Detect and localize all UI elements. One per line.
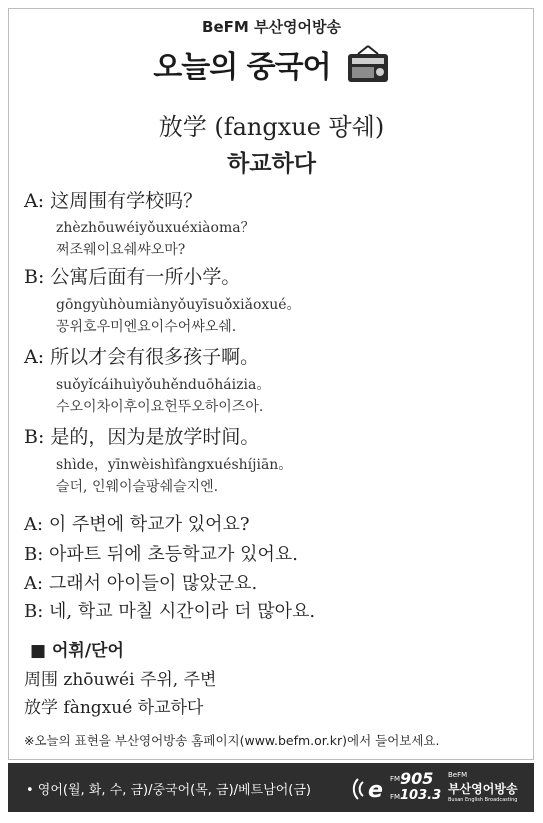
dialogue-pinyin-4: shìde，yīnwèishìfàngxuéshíjiān。	[56, 457, 293, 473]
svg-text:e: e	[368, 778, 383, 803]
dialogue-line-3: A: 所以才会有很多孩子啊。	[24, 346, 260, 368]
word-meaning: 하교하다	[227, 150, 316, 177]
website-note: ※오늘의 표현을 부산영어방송 홈페이지(www.befm.or.kr)에서 들어보세요.	[24, 733, 440, 748]
dialogue-line-1: A: 这周围有学校吗？	[24, 190, 203, 212]
dialogue-korean-2: 꽁위호우미엔요이수어쌰오쉐.	[56, 319, 237, 335]
fm-label-1: FM	[390, 775, 401, 783]
brand-korean: 부산영어방송	[448, 782, 518, 796]
word-headline: 放学 (fangxue 팡쉐)	[158, 113, 385, 141]
page-title: 오늘의 중국어	[153, 50, 331, 85]
broadcast-schedule: • 영어(월, 화, 수, 금)/중국어(목, 금)/베트남어(금)	[26, 783, 311, 798]
fm-label-2: FM	[390, 793, 401, 801]
dialogue-korean-1: 쩌조웨이요쉐쌰오마?	[56, 242, 186, 258]
frequency-905: 905	[400, 769, 434, 788]
title-row	[0, 42, 543, 86]
dialogue-pinyin-3: suǒyǐcáihuìyǒuhěnduōháizia。	[56, 377, 271, 393]
dialogue-line-4: B: 是的，因为是放学时间。	[24, 426, 260, 448]
dialogue-pinyin-1: zhèzhōuwéiyǒuxuéxiàoma？	[56, 220, 255, 236]
dialogue-pinyin-2: gōngyùhòumiànyǒuyīsuǒxiǎoxué。	[56, 297, 301, 313]
translation-line-3: A: 그래서 아이들이 많았군요.	[24, 573, 258, 594]
radio-wave-icon	[352, 769, 392, 807]
vocab-item-1: 周围 zhōuwéi 주위, 주변	[24, 670, 217, 690]
translation-line-4: B: 네, 학교 마칠 시간이라 더 많아요.	[24, 601, 316, 622]
vocab-item-2: 放学 fàngxué 하교하다	[24, 698, 204, 718]
footer-bar	[8, 763, 534, 812]
frequency-1033: 103.3	[400, 788, 442, 803]
station-name: BeFM 부산영어방송	[202, 18, 341, 36]
vocab-heading: ■ 어휘/단어	[30, 641, 124, 661]
dialogue-korean-3: 수오이차이후이요헌뚜오하이즈아.	[56, 399, 264, 415]
translation-line-2: B: 아파트 뒤에 초등학교가 있어요.	[24, 544, 298, 565]
dialogue-korean-4: 슬더, 인웨이슬팡쉐슬지엔.	[56, 479, 219, 495]
brand-english: Busan English Broadcasting	[448, 797, 518, 803]
brand-label: BeFM	[448, 771, 468, 779]
translation-line-1: A: 이 주변에 학교가 있어요?	[24, 514, 250, 535]
radio-icon	[346, 44, 390, 84]
dialogue-line-2: B: 公寓后面有一所小学。	[24, 266, 241, 288]
befm-logo	[352, 769, 522, 807]
